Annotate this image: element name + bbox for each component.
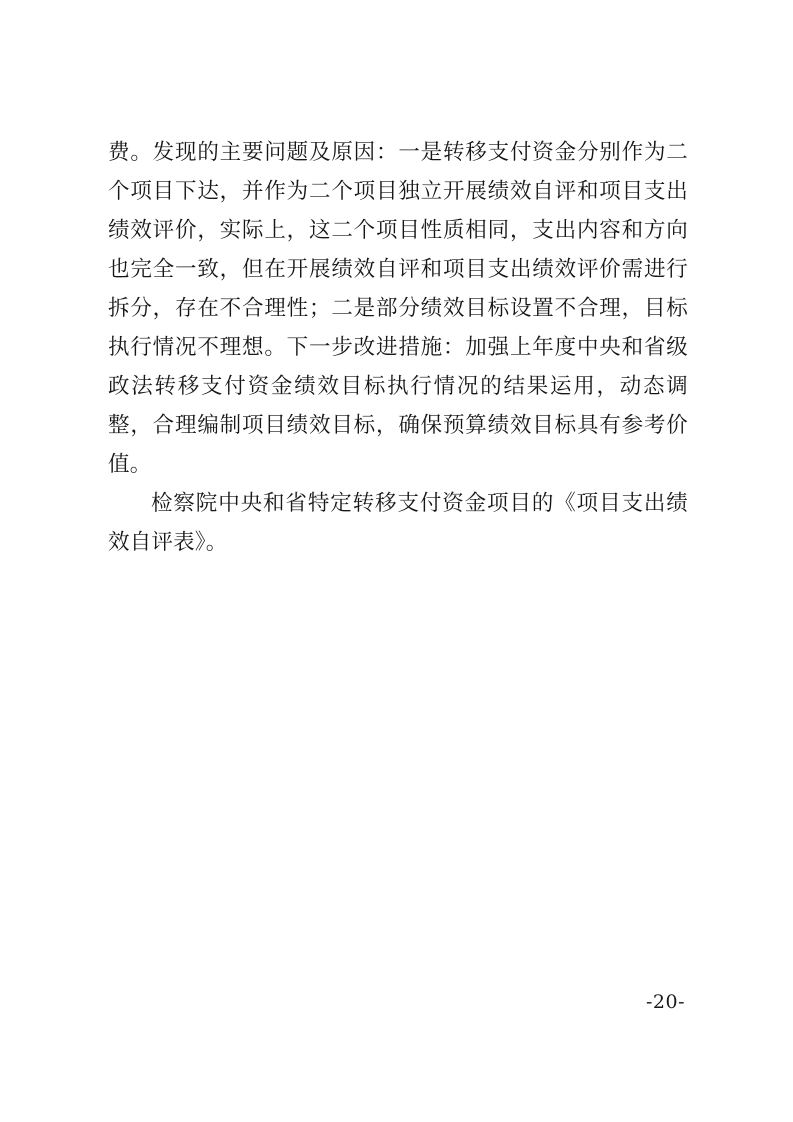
page-body — [108, 133, 688, 562]
paragraph-2: 检察院中央和省特定转移支付资金项目的《项目支出绩效自评表》。 — [108, 491, 688, 555]
page-number: -20- — [645, 991, 685, 1013]
paragraph-1: 费。发现的主要问题及原因：一是转移支付资金分别作为二个项目下达，并作为二个项目独立开展绩效自评和项目支出绩效评价，实际上，这二个项目性质相同，支出内容和方向也完全一致，但在开展绩效自评和项目支出绩效评价需进行拆分，存在不合理性；二是部分绩效目标设置不合理，目标执行情况不理想。下一步改进措施：加强上年度中央和省级政法转移支付资金绩效目标执行情况的结果运用，动态调整，合理编制项目绩效目标，确保预算绩效目标具有参考价值。 — [108, 140, 688, 477]
